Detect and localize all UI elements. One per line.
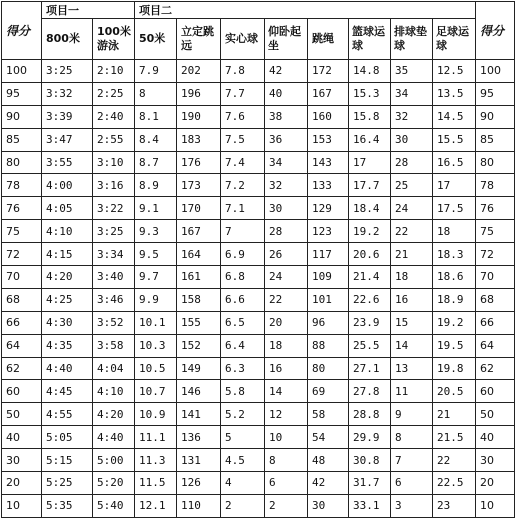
- value-cell: 6.5: [221, 311, 265, 334]
- value-cell: 6.3: [221, 357, 265, 380]
- value-cell: 31.7: [349, 472, 391, 495]
- value-cell: 101: [308, 288, 349, 311]
- value-cell: 3:10: [93, 151, 135, 174]
- value-cell: 11.3: [135, 449, 177, 472]
- value-cell: 4:04: [93, 357, 135, 380]
- table-row: [2, 472, 515, 495]
- value-cell: 28: [391, 151, 433, 174]
- column-header: 足球运球: [433, 19, 476, 60]
- value-cell: 16: [265, 357, 308, 380]
- value-cell: 4:05: [42, 197, 93, 220]
- value-cell: 6.9: [221, 243, 265, 266]
- value-cell: 13: [391, 357, 433, 380]
- value-cell: 22: [433, 449, 476, 472]
- value-cell: 143: [308, 151, 349, 174]
- table-row: [2, 494, 515, 517]
- score-cell-left: 64: [2, 334, 42, 357]
- table-row: [2, 197, 515, 220]
- value-cell: 8: [135, 82, 177, 105]
- value-cell: 170: [177, 197, 221, 220]
- score-cell-left: 20: [2, 472, 42, 495]
- score-cell-left: 80: [2, 151, 42, 174]
- table-row: [2, 243, 515, 266]
- score-cell-right: 80: [476, 151, 515, 174]
- score-cell-left: 90: [2, 105, 42, 128]
- value-cell: 3:39: [42, 105, 93, 128]
- table-row: [2, 151, 515, 174]
- value-cell: 12.5: [433, 60, 476, 83]
- value-cell: 3:25: [93, 220, 135, 243]
- column-header: 100米游泳: [93, 19, 135, 60]
- value-cell: 3:55: [42, 151, 93, 174]
- value-cell: 22: [265, 288, 308, 311]
- value-cell: 2:25: [93, 82, 135, 105]
- table-row: [2, 105, 515, 128]
- value-cell: 141: [177, 403, 221, 426]
- value-cell: 15.8: [349, 105, 391, 128]
- score-cell-left: 50: [2, 403, 42, 426]
- value-cell: 7.5: [221, 128, 265, 151]
- value-cell: 18.9: [433, 288, 476, 311]
- value-cell: 4:30: [42, 311, 93, 334]
- table-row: [2, 128, 515, 151]
- value-cell: 34: [265, 151, 308, 174]
- value-cell: 22.5: [433, 472, 476, 495]
- value-cell: 160: [308, 105, 349, 128]
- table-row: [2, 334, 515, 357]
- value-cell: 4:10: [42, 220, 93, 243]
- column-header: 仰卧起坐: [265, 19, 308, 60]
- header-column-row: [2, 19, 515, 60]
- value-cell: 4:40: [42, 357, 93, 380]
- table-body: [2, 60, 515, 518]
- value-cell: 3:34: [93, 243, 135, 266]
- value-cell: 18.4: [349, 197, 391, 220]
- value-cell: 30: [265, 197, 308, 220]
- score-cell-left: 66: [2, 311, 42, 334]
- value-cell: 26: [265, 243, 308, 266]
- score-cell-left: 76: [2, 197, 42, 220]
- score-cell-right: 68: [476, 288, 515, 311]
- table-row: [2, 357, 515, 380]
- value-cell: 21.5: [433, 426, 476, 449]
- value-cell: 7: [391, 449, 433, 472]
- value-cell: 18: [265, 334, 308, 357]
- value-cell: 19.2: [433, 311, 476, 334]
- value-cell: 10.1: [135, 311, 177, 334]
- value-cell: 5: [221, 426, 265, 449]
- value-cell: 4:20: [42, 266, 93, 289]
- value-cell: 176: [177, 151, 221, 174]
- value-cell: 12.1: [135, 494, 177, 517]
- value-cell: 69: [308, 380, 349, 403]
- header-group-row: [2, 2, 515, 19]
- value-cell: 10.9: [135, 403, 177, 426]
- value-cell: 29.9: [349, 426, 391, 449]
- value-cell: 40: [265, 82, 308, 105]
- value-cell: 3:32: [42, 82, 93, 105]
- value-cell: 196: [177, 82, 221, 105]
- score-cell-left: 30: [2, 449, 42, 472]
- value-cell: 8: [391, 426, 433, 449]
- value-cell: 35: [391, 60, 433, 83]
- value-cell: 24: [265, 266, 308, 289]
- table-row: [2, 174, 515, 197]
- value-cell: 3:40: [93, 266, 135, 289]
- score-cell-right: 64: [476, 334, 515, 357]
- score-cell-right: 40: [476, 426, 515, 449]
- value-cell: 42: [265, 60, 308, 83]
- value-cell: 16.5: [433, 151, 476, 174]
- value-cell: 32: [391, 105, 433, 128]
- value-cell: 38: [265, 105, 308, 128]
- value-cell: 2: [265, 494, 308, 517]
- group-header-2: 项目二: [135, 2, 476, 19]
- score-cell-right: 75: [476, 220, 515, 243]
- score-cell-right: 76: [476, 197, 515, 220]
- value-cell: 190: [177, 105, 221, 128]
- value-cell: 3:16: [93, 174, 135, 197]
- value-cell: 80: [308, 357, 349, 380]
- value-cell: 146: [177, 380, 221, 403]
- value-cell: 2:40: [93, 105, 135, 128]
- value-cell: 30: [308, 494, 349, 517]
- value-cell: 4:45: [42, 380, 93, 403]
- value-cell: 30.8: [349, 449, 391, 472]
- value-cell: 15.3: [349, 82, 391, 105]
- score-header-left: 得分: [2, 2, 42, 60]
- value-cell: 30: [391, 128, 433, 151]
- value-cell: 12: [265, 403, 308, 426]
- value-cell: 5.2: [221, 403, 265, 426]
- table-row: [2, 380, 515, 403]
- value-cell: 16.4: [349, 128, 391, 151]
- value-cell: 17.7: [349, 174, 391, 197]
- value-cell: 9: [391, 403, 433, 426]
- score-cell-right: 20: [476, 472, 515, 495]
- value-cell: 164: [177, 243, 221, 266]
- value-cell: 167: [308, 82, 349, 105]
- score-cell-left: 72: [2, 243, 42, 266]
- value-cell: 4:20: [93, 403, 135, 426]
- value-cell: 153: [308, 128, 349, 151]
- table-row: [2, 266, 515, 289]
- table-row: [2, 449, 515, 472]
- score-cell-left: 60: [2, 380, 42, 403]
- value-cell: 3:47: [42, 128, 93, 151]
- value-cell: 18.3: [433, 243, 476, 266]
- score-cell-right: 66: [476, 311, 515, 334]
- value-cell: 33.1: [349, 494, 391, 517]
- value-cell: 6.8: [221, 266, 265, 289]
- value-cell: 22: [391, 220, 433, 243]
- value-cell: 14.8: [349, 60, 391, 83]
- value-cell: 20: [265, 311, 308, 334]
- value-cell: 36: [265, 128, 308, 151]
- value-cell: 6.4: [221, 334, 265, 357]
- value-cell: 202: [177, 60, 221, 83]
- score-cell-right: 85: [476, 128, 515, 151]
- value-cell: 5:40: [93, 494, 135, 517]
- value-cell: 21.4: [349, 266, 391, 289]
- value-cell: 14: [265, 380, 308, 403]
- value-cell: 17.5: [433, 197, 476, 220]
- score-cell-left: 70: [2, 266, 42, 289]
- value-cell: 9.9: [135, 288, 177, 311]
- column-header: 立定跳远: [177, 19, 221, 60]
- table-row: [2, 82, 515, 105]
- value-cell: 9.1: [135, 197, 177, 220]
- value-cell: 5:00: [93, 449, 135, 472]
- value-cell: 5.8: [221, 380, 265, 403]
- value-cell: 20.5: [433, 380, 476, 403]
- table-row: [2, 60, 515, 83]
- value-cell: 5:05: [42, 426, 93, 449]
- value-cell: 173: [177, 174, 221, 197]
- value-cell: 6: [265, 472, 308, 495]
- value-cell: 25.5: [349, 334, 391, 357]
- column-header: 800米: [42, 19, 93, 60]
- score-cell-right: 30: [476, 449, 515, 472]
- value-cell: 15.5: [433, 128, 476, 151]
- score-cell-right: 60: [476, 380, 515, 403]
- table-header: [2, 2, 515, 60]
- value-cell: 5:15: [42, 449, 93, 472]
- value-cell: 10: [265, 426, 308, 449]
- score-table: [1, 1, 515, 518]
- value-cell: 23: [433, 494, 476, 517]
- value-cell: 14: [391, 334, 433, 357]
- value-cell: 123: [308, 220, 349, 243]
- value-cell: 4:55: [42, 403, 93, 426]
- value-cell: 149: [177, 357, 221, 380]
- value-cell: 42: [308, 472, 349, 495]
- value-cell: 126: [177, 472, 221, 495]
- value-cell: 109: [308, 266, 349, 289]
- value-cell: 23.9: [349, 311, 391, 334]
- column-header: 跳绳: [308, 19, 349, 60]
- group-header-1: 项目一: [42, 2, 135, 19]
- table-row: [2, 311, 515, 334]
- value-cell: 54: [308, 426, 349, 449]
- value-cell: 4:10: [93, 380, 135, 403]
- value-cell: 6.6: [221, 288, 265, 311]
- value-cell: 3:58: [93, 334, 135, 357]
- value-cell: 5:35: [42, 494, 93, 517]
- value-cell: 9.7: [135, 266, 177, 289]
- value-cell: 3:52: [93, 311, 135, 334]
- score-cell-right: 72: [476, 243, 515, 266]
- value-cell: 9.5: [135, 243, 177, 266]
- value-cell: 8.1: [135, 105, 177, 128]
- value-cell: 32: [265, 174, 308, 197]
- score-cell-left: 85: [2, 128, 42, 151]
- value-cell: 9.3: [135, 220, 177, 243]
- value-cell: 5:20: [93, 472, 135, 495]
- column-header: 排球垫球: [391, 19, 433, 60]
- value-cell: 4:25: [42, 288, 93, 311]
- value-cell: 7.7: [221, 82, 265, 105]
- score-cell-left: 75: [2, 220, 42, 243]
- value-cell: 8.7: [135, 151, 177, 174]
- value-cell: 28.8: [349, 403, 391, 426]
- value-cell: 2: [221, 494, 265, 517]
- table-row: [2, 288, 515, 311]
- value-cell: 7.8: [221, 60, 265, 83]
- value-cell: 5:25: [42, 472, 93, 495]
- value-cell: 4:35: [42, 334, 93, 357]
- column-header: 篮球运球: [349, 19, 391, 60]
- score-cell-right: 100: [476, 60, 515, 83]
- column-header: 实心球: [221, 19, 265, 60]
- value-cell: 13.5: [433, 82, 476, 105]
- value-cell: 17: [349, 151, 391, 174]
- value-cell: 183: [177, 128, 221, 151]
- score-cell-right: 78: [476, 174, 515, 197]
- value-cell: 25: [391, 174, 433, 197]
- value-cell: 11.5: [135, 472, 177, 495]
- value-cell: 11: [391, 380, 433, 403]
- score-cell-left: 40: [2, 426, 42, 449]
- value-cell: 3:22: [93, 197, 135, 220]
- value-cell: 96: [308, 311, 349, 334]
- value-cell: 7: [221, 220, 265, 243]
- value-cell: 4:40: [93, 426, 135, 449]
- value-cell: 14.5: [433, 105, 476, 128]
- value-cell: 10.3: [135, 334, 177, 357]
- value-cell: 8: [265, 449, 308, 472]
- value-cell: 110: [177, 494, 221, 517]
- value-cell: 34: [391, 82, 433, 105]
- column-header: 50米: [135, 19, 177, 60]
- value-cell: 7.6: [221, 105, 265, 128]
- value-cell: 172: [308, 60, 349, 83]
- value-cell: 3: [391, 494, 433, 517]
- value-cell: 129: [308, 197, 349, 220]
- value-cell: 10.5: [135, 357, 177, 380]
- score-cell-left: 100: [2, 60, 42, 83]
- value-cell: 4:00: [42, 174, 93, 197]
- value-cell: 2:10: [93, 60, 135, 83]
- value-cell: 48: [308, 449, 349, 472]
- score-cell-left: 62: [2, 357, 42, 380]
- table-row: [2, 220, 515, 243]
- value-cell: 15: [391, 311, 433, 334]
- value-cell: 19.8: [433, 357, 476, 380]
- value-cell: 4: [221, 472, 265, 495]
- value-cell: 11.1: [135, 426, 177, 449]
- score-cell-right: 10: [476, 494, 515, 517]
- value-cell: 88: [308, 334, 349, 357]
- value-cell: 20.6: [349, 243, 391, 266]
- value-cell: 7.2: [221, 174, 265, 197]
- score-cell-left: 95: [2, 82, 42, 105]
- value-cell: 167: [177, 220, 221, 243]
- score-cell-left: 10: [2, 494, 42, 517]
- value-cell: 7.4: [221, 151, 265, 174]
- value-cell: 22.6: [349, 288, 391, 311]
- value-cell: 28: [265, 220, 308, 243]
- value-cell: 152: [177, 334, 221, 357]
- value-cell: 161: [177, 266, 221, 289]
- score-cell-right: 90: [476, 105, 515, 128]
- value-cell: 136: [177, 426, 221, 449]
- value-cell: 27.8: [349, 380, 391, 403]
- value-cell: 17: [433, 174, 476, 197]
- table-row: [2, 426, 515, 449]
- score-cell-left: 78: [2, 174, 42, 197]
- value-cell: 131: [177, 449, 221, 472]
- value-cell: 16: [391, 288, 433, 311]
- value-cell: 19.5: [433, 334, 476, 357]
- value-cell: 3:46: [93, 288, 135, 311]
- value-cell: 4.5: [221, 449, 265, 472]
- value-cell: 133: [308, 174, 349, 197]
- value-cell: 10.7: [135, 380, 177, 403]
- score-cell-right: 62: [476, 357, 515, 380]
- value-cell: 21: [391, 243, 433, 266]
- score-cell-right: 50: [476, 403, 515, 426]
- value-cell: 18: [391, 266, 433, 289]
- score-cell-right: 95: [476, 82, 515, 105]
- table-row: [2, 403, 515, 426]
- value-cell: 19.2: [349, 220, 391, 243]
- value-cell: 24: [391, 197, 433, 220]
- score-header-right: 得分: [476, 2, 515, 60]
- value-cell: 6: [391, 472, 433, 495]
- value-cell: 4:15: [42, 243, 93, 266]
- value-cell: 27.1: [349, 357, 391, 380]
- value-cell: 18: [433, 220, 476, 243]
- value-cell: 158: [177, 288, 221, 311]
- value-cell: 8.4: [135, 128, 177, 151]
- value-cell: 18.6: [433, 266, 476, 289]
- value-cell: 2:55: [93, 128, 135, 151]
- score-cell-left: 68: [2, 288, 42, 311]
- value-cell: 7.9: [135, 60, 177, 83]
- value-cell: 58: [308, 403, 349, 426]
- value-cell: 8.9: [135, 174, 177, 197]
- value-cell: 3:25: [42, 60, 93, 83]
- score-cell-right: 70: [476, 266, 515, 289]
- value-cell: 21: [433, 403, 476, 426]
- value-cell: 117: [308, 243, 349, 266]
- value-cell: 155: [177, 311, 221, 334]
- value-cell: 7.1: [221, 197, 265, 220]
